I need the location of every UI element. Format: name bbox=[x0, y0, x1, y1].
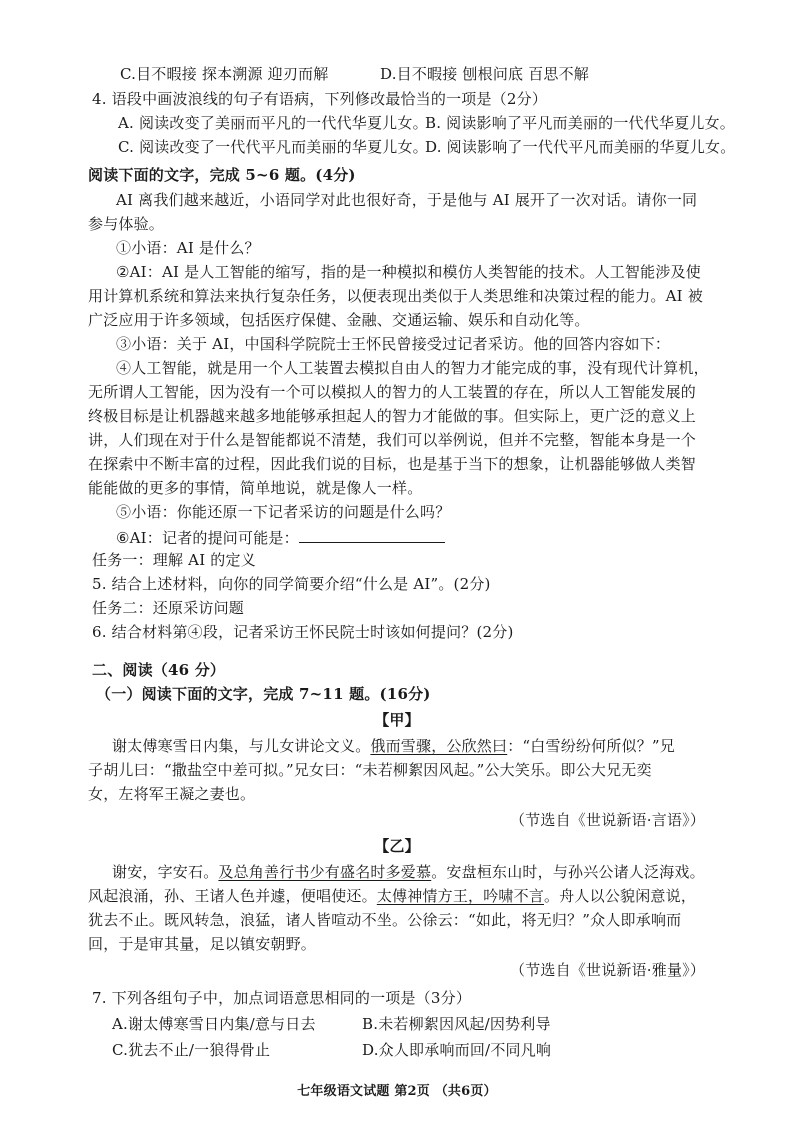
section-2-title: 二、阅读（46 分） bbox=[92, 661, 226, 679]
dialogue-line-2-l3: 广泛应用于许多领域，包括医疗保健、金融、交通运输、娱乐和自动化等。 bbox=[88, 311, 590, 329]
passage-yi-underlined-2: 太傅神情方王，吟啸不言 bbox=[376, 887, 545, 905]
passage-jia-label: 【甲】 bbox=[374, 711, 420, 729]
section-2-subtitle: （一）阅读下面的文字，完成 7~11 题。(16分) bbox=[96, 685, 431, 703]
passage-jia-line1-b: ：“白雪纷纷何所似？”兄 bbox=[507, 737, 675, 755]
dialogue-line-2-l2: 用计算机系统和算法来执行复杂任务，以便表现出类似于人类思维和决策过程的能力。AI 被 bbox=[88, 287, 703, 305]
passage-yi-underlined-1: 及总角善行书少有盛名时多爱慕 bbox=[218, 863, 432, 881]
q4-option-c: C. 阅读改变了一代代平凡而美丽的华夏儿女。 bbox=[118, 138, 428, 156]
passage-jia-line3: 女，左将军王凝之妻也。 bbox=[88, 785, 256, 803]
passage-yi-line1 bbox=[112, 862, 705, 882]
q4-option-d: D. 阅读影响了一代代平凡而美丽的华夏儿女。 bbox=[425, 138, 736, 156]
q7-option-a: A.谢太傅寒雪日内集/意与日去 bbox=[112, 1015, 316, 1033]
question-5: 5. 结合上述材料，向你的同学简要介绍“什么是 AI”。(2分) bbox=[92, 575, 491, 593]
dialogue-line-4-l3: 终极目标是让机器越来越多地能够承担起人的智力才能做的事。但实际上，更广泛的意义上 bbox=[88, 407, 697, 425]
passage-jia-line2: 子胡儿曰：“撒盐空中差可拟。”兄女曰：“未若柳絮因风起。”公大笑乐。即公大兄无奕 bbox=[88, 761, 652, 779]
dialogue-line-5: ⑤小语：你能还原一下记者采访的问题是什么吗？ bbox=[116, 503, 451, 521]
passage-jia-source: （节选自《世说新语·言语》） bbox=[510, 811, 706, 829]
dialogue-line-4-l6: 能能做的更多的事情，简单地说，就是像人一样。 bbox=[88, 479, 423, 497]
dialogue-line-1: ①小语：AI 是什么？ bbox=[116, 239, 260, 257]
dialogue-line-6-text: ⑥AI：记者的提问可能是： bbox=[116, 529, 299, 547]
task-2: 任务二：还原采访问题 bbox=[92, 599, 245, 617]
reading56-para0-line2: 参与体验。 bbox=[88, 215, 165, 233]
q7-option-c: C.犹去不止/一狼得骨止 bbox=[112, 1041, 271, 1059]
q3-option-c: C.目不暇接 探本溯源 迎刃而解 bbox=[120, 65, 329, 83]
page-footer: 七年级语文试题 第2页 （共6页） bbox=[297, 1084, 497, 1099]
passage-yi-line2-b: 。舟人以公貌闲意说， bbox=[544, 887, 697, 905]
q4-option-b: B. 阅读影响了平凡而美丽的一代代华夏儿女。 bbox=[425, 114, 735, 132]
dialogue-line-2-l1: ②AI：AI 是人工智能的缩写，指的是一种模拟和模仿人类智能的技术。人工智能涉及使 bbox=[116, 263, 701, 281]
reading56-para0-line1: AI 离我们越来越近，小语同学对此也很好奇，于是他与 AI 展开了一次对话。请你一同 bbox=[116, 191, 698, 209]
question-6: 6. 结合材料第④段，记者采访王怀民院士时该如何提问？(2分) bbox=[92, 623, 514, 641]
dialogue-line-6 bbox=[116, 526, 445, 548]
q7-option-d: D.众人即承响而回/不同凡响 bbox=[362, 1041, 552, 1059]
q4-stem: 4. 语段中画波浪线的句子有语病，下列修改最恰当的一项是（2分） bbox=[92, 90, 548, 108]
passage-jia-underlined: 俄而雪骤，公欣然曰 bbox=[370, 737, 508, 755]
dialogue-line-4-l4: 讲，人们现在对于什么是智能都说不清楚，我们可以举例说，但并不完整，智能本身是一个 bbox=[88, 431, 697, 449]
task-1: 任务一：理解 AI 的定义 bbox=[92, 551, 256, 569]
q3-option-d: D.目不暇接 刨根问底 百思不解 bbox=[380, 65, 589, 83]
passage-yi-source: （节选自《世说新语·雅量》） bbox=[510, 961, 706, 979]
dialogue-line-4-l1: ④人工智能，就是用一个人工装置去模拟自由人的智力才能完成的事，没有现代计算机， bbox=[116, 359, 709, 377]
reading56-intro: 阅读下面的文字，完成 5~6 题。(4分) bbox=[88, 166, 356, 184]
passage-jia-line1-a: 谢太傅寒雪日内集，与儿女讲论文义。 bbox=[112, 737, 371, 755]
answer-blank[interactable] bbox=[299, 526, 445, 543]
passage-yi-label: 【乙】 bbox=[374, 837, 420, 855]
passage-yi-line2 bbox=[88, 886, 696, 906]
dialogue-line-4-l2: 无所谓人工智能，因为没有一个可以模拟人的智力的人工装置的存在，所以人工智能发展的 bbox=[88, 383, 697, 401]
passage-yi-line3: 犹去不止。既风转急，浪猛，诸人皆喧动不坐。公徐云：“如此，将无归？”众人即承响而 bbox=[88, 911, 682, 929]
dialogue-line-3: ③小语：关于 AI，中国科学院院士王怀民曾接受过记者采访。他的回答内容如下： bbox=[116, 335, 671, 353]
question-7-stem: 7. 下列各组句子中，加点词语意思相同的一项是（3分） bbox=[92, 989, 472, 1007]
q7-option-b: B.未若柳絮因风起/因势利导 bbox=[362, 1015, 551, 1033]
passage-yi-line1-a: 谢安，字安石。 bbox=[112, 863, 219, 881]
passage-yi-line2-a: 风起浪涌，孙、王诸人色并遽，便唱使还。 bbox=[88, 887, 377, 905]
passage-yi-line1-b: 。安盘桓东山时，与孙兴公诸人泛海戏。 bbox=[431, 863, 705, 881]
passage-jia-line1 bbox=[112, 736, 675, 756]
passage-yi-line4: 回，于是审其量，足以镇安朝野。 bbox=[88, 935, 317, 953]
q4-option-a: A. 阅读改变了美丽而平凡的一代代华夏儿女。 bbox=[118, 114, 428, 132]
dialogue-line-4-l5: 在探索中不断丰富的过程，因此我们说的目标，也是基于当下的想象，让机器能够做人类智 bbox=[88, 455, 697, 473]
